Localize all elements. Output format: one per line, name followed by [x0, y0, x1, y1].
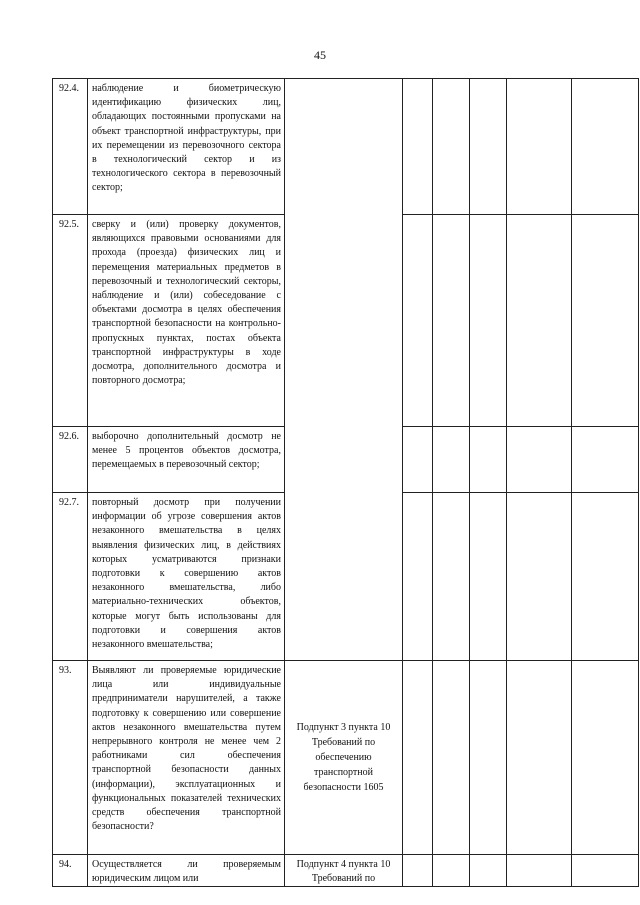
answer-cell-yes	[403, 79, 433, 215]
question-text: сверку и (или) проверку документов, являющихся правовыми основаниями для прохода (проезда) физических лиц и перемещения материальных предметов в перевозочный и технологический секторы, наблюдение и (или) собеседование с объектами досмотра в целях обеспечения транспортной безопасности на контрольно-пропускных пунктах, постах объекта транспортной инфраструктуры в ходе досмотра, дополнительного досмотра и повторного досмотра;	[88, 215, 285, 427]
row-number: 92.4.	[53, 79, 88, 215]
question-text: Осуществляется ли проверяемым юридическим лицом или	[88, 855, 285, 887]
answer-cell-no	[433, 661, 470, 855]
answer-cell-na	[470, 493, 507, 661]
answer-cell-yes	[403, 855, 433, 887]
answer-cell-yes	[403, 215, 433, 427]
table-row	[53, 855, 639, 887]
answer-cell-no	[433, 427, 470, 493]
answer-cell-yes	[403, 661, 433, 855]
requirement-cell: Подпункт 3 пункта 10 Требований по обеспечению транспортной безопасности 1605	[285, 661, 403, 855]
checklist-table	[52, 78, 639, 887]
answer-cell-no	[433, 493, 470, 661]
answer-cell-extra	[507, 855, 572, 887]
table-row	[53, 661, 639, 855]
answer-cell-na	[470, 855, 507, 887]
question-text: выборочно дополнительный досмотр не менее 5 процентов объектов досмотра, перемещаемых в перевозочный сектор;	[88, 427, 285, 493]
requirement-cell	[285, 79, 403, 661]
page-number: 45	[314, 48, 326, 62]
row-number: 92.6.	[53, 427, 88, 493]
answer-cell-na	[470, 661, 507, 855]
comment-cell	[572, 79, 639, 215]
row-number: 93.	[53, 661, 88, 855]
answer-cell-no	[433, 855, 470, 887]
comment-cell	[572, 493, 639, 661]
comment-cell	[572, 855, 639, 887]
answer-cell-na	[470, 427, 507, 493]
requirement-cell: Подпункт 4 пункта 10 Требований по	[285, 855, 403, 887]
answer-cell-extra	[507, 215, 572, 427]
answer-cell-extra	[507, 79, 572, 215]
comment-cell	[572, 661, 639, 855]
row-number: 92.7.	[53, 493, 88, 661]
question-text: повторный досмотр при получении информации об угрозе совершения актов незаконного вмешательства в целях выявления физических лиц, в действиях которых усматриваются признаки подготовки к совершению актов незаконного вмешательства, либо материально-технических объектов, которые могут быть использованы для подготовки и совершения актов незаконного вмешательства;	[88, 493, 285, 661]
row-number: 92.5.	[53, 215, 88, 427]
answer-cell-no	[433, 215, 470, 427]
question-text: наблюдение и биометрическую идентификацию физических лиц, обладающих постоянными пропусками на объект транспортной инфраструктуры, при их перемещении из перевозочного сектора в технологический сектор и из технологического сектора в перевозочный сектор;	[88, 79, 285, 215]
comment-cell	[572, 427, 639, 493]
answer-cell-extra	[507, 661, 572, 855]
answer-cell-yes	[403, 427, 433, 493]
question-text: Выявляют ли проверяемые юридические лица или индивидуальные предприниматели нарушителей, а также подготовку к совершению или совершение актов незаконного вмешательства путем непрерывного контроля не менее чем 2 работниками сил обеспечения транспортной безопасности данных (информации), эксплуатационных и функциональных показателей технических средств обеспечения транспортной безопасности?	[88, 661, 285, 855]
row-number: 94.	[53, 855, 88, 887]
table-row	[53, 79, 639, 215]
answer-cell-yes	[403, 493, 433, 661]
answer-cell-no	[433, 79, 470, 215]
answer-cell-na	[470, 215, 507, 427]
answer-cell-extra	[507, 427, 572, 493]
comment-cell	[572, 215, 639, 427]
answer-cell-extra	[507, 493, 572, 661]
answer-cell-na	[470, 79, 507, 215]
